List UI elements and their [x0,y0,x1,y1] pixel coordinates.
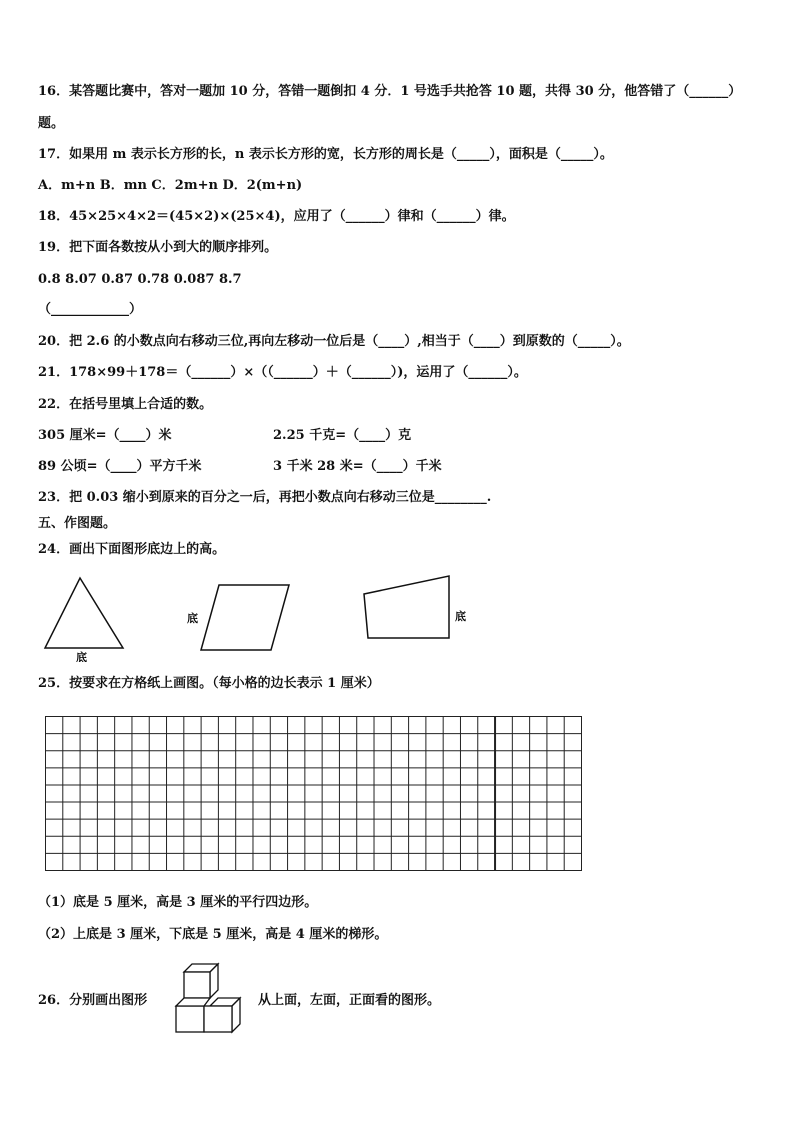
q22-row2-left: 89 公顷=（____）平方千米 [38,459,202,474]
q19-blank: （____________） [38,302,143,317]
q19-numbers: 0.8 8.07 0.87 0.78 0.087 8.7 [38,272,242,287]
q25-sub1: （1）底是 5 厘米，高是 3 厘米的平行四边形。 [38,895,318,910]
q24-stem: 24．画出下面图形底边上的高。 [38,542,226,557]
triangle-base-label: 底 [76,651,87,662]
square-grid[interactable] [45,716,582,871]
triangle-figure [40,572,130,662]
q21-text: 21．178×99＋178＝（______）×（（______）＋（______）)，运用了（______）。 [38,365,527,380]
q26-prefix: 26．分别画出图形 [38,993,148,1008]
q26-suffix: 从上面，左面，正面看的图形。 [258,993,441,1008]
q22-stem: 22．在括号里填上合适的数。 [38,397,213,412]
q22-row2-right: 3 千米 28 米=（____）千米 [273,459,442,474]
q16-line2: 题。 [38,116,65,131]
q17-stem: 17．如果用 m 表示长方形的长，n 表示长方形的宽，长方形的周长是（_____），面积是（_____）。 [38,147,613,162]
q18-text: 18．45×25×4×2＝(45×2)×(25×4)，应用了（______）律和（______）律。 [38,209,515,224]
q22-row1-left: 305 厘米=（____）米 [38,428,172,443]
q17-options: A．m+n B．mn C．2m+n D．2(m+n) [38,178,303,193]
q16-line1: 16．某答题比赛中，答对一题加 10 分，答错一题倒扣 4 分．1 号选手共抢答 10 题，共得 30 分，他答错了（______） [38,84,742,99]
q25-stem: 25．按要求在方格纸上画图。（每小格的边长表示 1 厘米） [38,676,380,691]
q25-sub2: （2）上底是 3 厘米，下底是 5 厘米，高是 4 厘米的梯形。 [38,927,388,942]
parallelogram-figure [185,580,295,655]
section5-title: 五、作图题。 [38,516,117,531]
q20-text: 20．把 2.6 的小数点向右移动三位,再向左移动一位后是（____）,相当于（____）到原数的（_____）。 [38,334,630,349]
trapezoid-figure [360,572,475,647]
trapezoid-base-label: 底 [455,610,466,623]
q19-stem: 19．把下面各数按从小到大的顺序排列。 [38,240,278,255]
q22-row1-right: 2.25 千克=（____）克 [273,428,412,443]
cubes-figure [174,960,246,1036]
q23-text: 23．把 0.03 缩小到原来的百分之一后，再把小数点向右移动三位是________. [38,490,492,505]
parallelogram-base-label: 底 [187,612,198,625]
